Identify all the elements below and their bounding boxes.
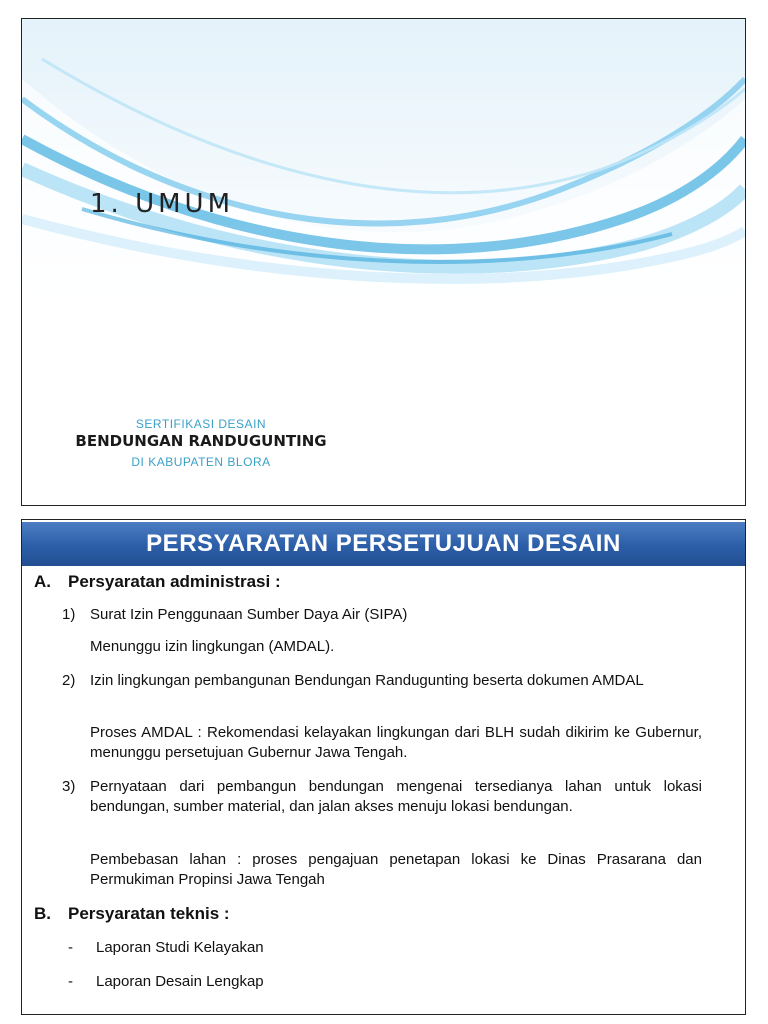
item-text: Laporan Studi Kelayakan — [96, 939, 264, 956]
list-item — [62, 671, 702, 691]
item-text: Pernyataan dari pembangun bendungan mengenai tersedianya lahan untuk lokasi bendungan, sumber material, dan jalan akses menuju lokasi bendungan. — [90, 778, 702, 815]
item-note: Menunggu izin lingkungan (AMDAL). — [90, 638, 335, 655]
section-title: Persyaratan teknis : — [68, 904, 230, 923]
bullet-dash: - — [68, 973, 73, 990]
subtitle-top: SERTIFIKASI DESAIN — [135, 417, 267, 431]
item-number: 3) — [62, 778, 76, 795]
item-text: Laporan Desain Lengkap — [96, 973, 264, 990]
item-text: Surat Izin Penggunaan Sumber Daya Air (SIPA) — [90, 606, 408, 623]
list-item — [68, 973, 264, 990]
section-letter: A. — [34, 572, 51, 591]
requirements-slide — [21, 519, 746, 1015]
item-number: 1) — [62, 606, 76, 623]
section-letter: B. — [34, 904, 51, 923]
bullet-dash: - — [68, 939, 73, 956]
subtitle-main: BENDUNGAN RANDUGUNTING — [75, 432, 327, 450]
section-b-heading — [34, 904, 230, 924]
item-note: Pembebasan lahan : proses pengajuan penetapan lokasi ke Dinas Prasarana dan Permukiman Propinsi Jawa Tengah — [90, 851, 702, 888]
subtitle-bottom: DI KABUPATEN BLORA — [131, 455, 271, 469]
wave-background — [22, 19, 745, 319]
title-slide — [21, 18, 746, 506]
slide-title: 1. UMUM — [90, 189, 234, 219]
item-text: Izin lingkungan pembangunan Bendungan Randugunting beserta dokumen AMDAL — [90, 672, 644, 689]
item-note: Proses AMDAL : Rekomendasi kelayakan lingkungan dari BLH sudah dikirim ke Gubernur, menunggu persetujuan Gubernur Jawa Tengah. — [90, 724, 702, 761]
section-a-heading — [34, 572, 281, 592]
section-title: Persyaratan administrasi : — [68, 572, 281, 591]
list-item — [62, 777, 702, 817]
list-item — [62, 605, 702, 625]
item-number: 2) — [62, 672, 76, 689]
slide-banner: PERSYARATAN PERSETUJUAN DESAIN — [22, 522, 745, 566]
list-item — [68, 939, 264, 956]
